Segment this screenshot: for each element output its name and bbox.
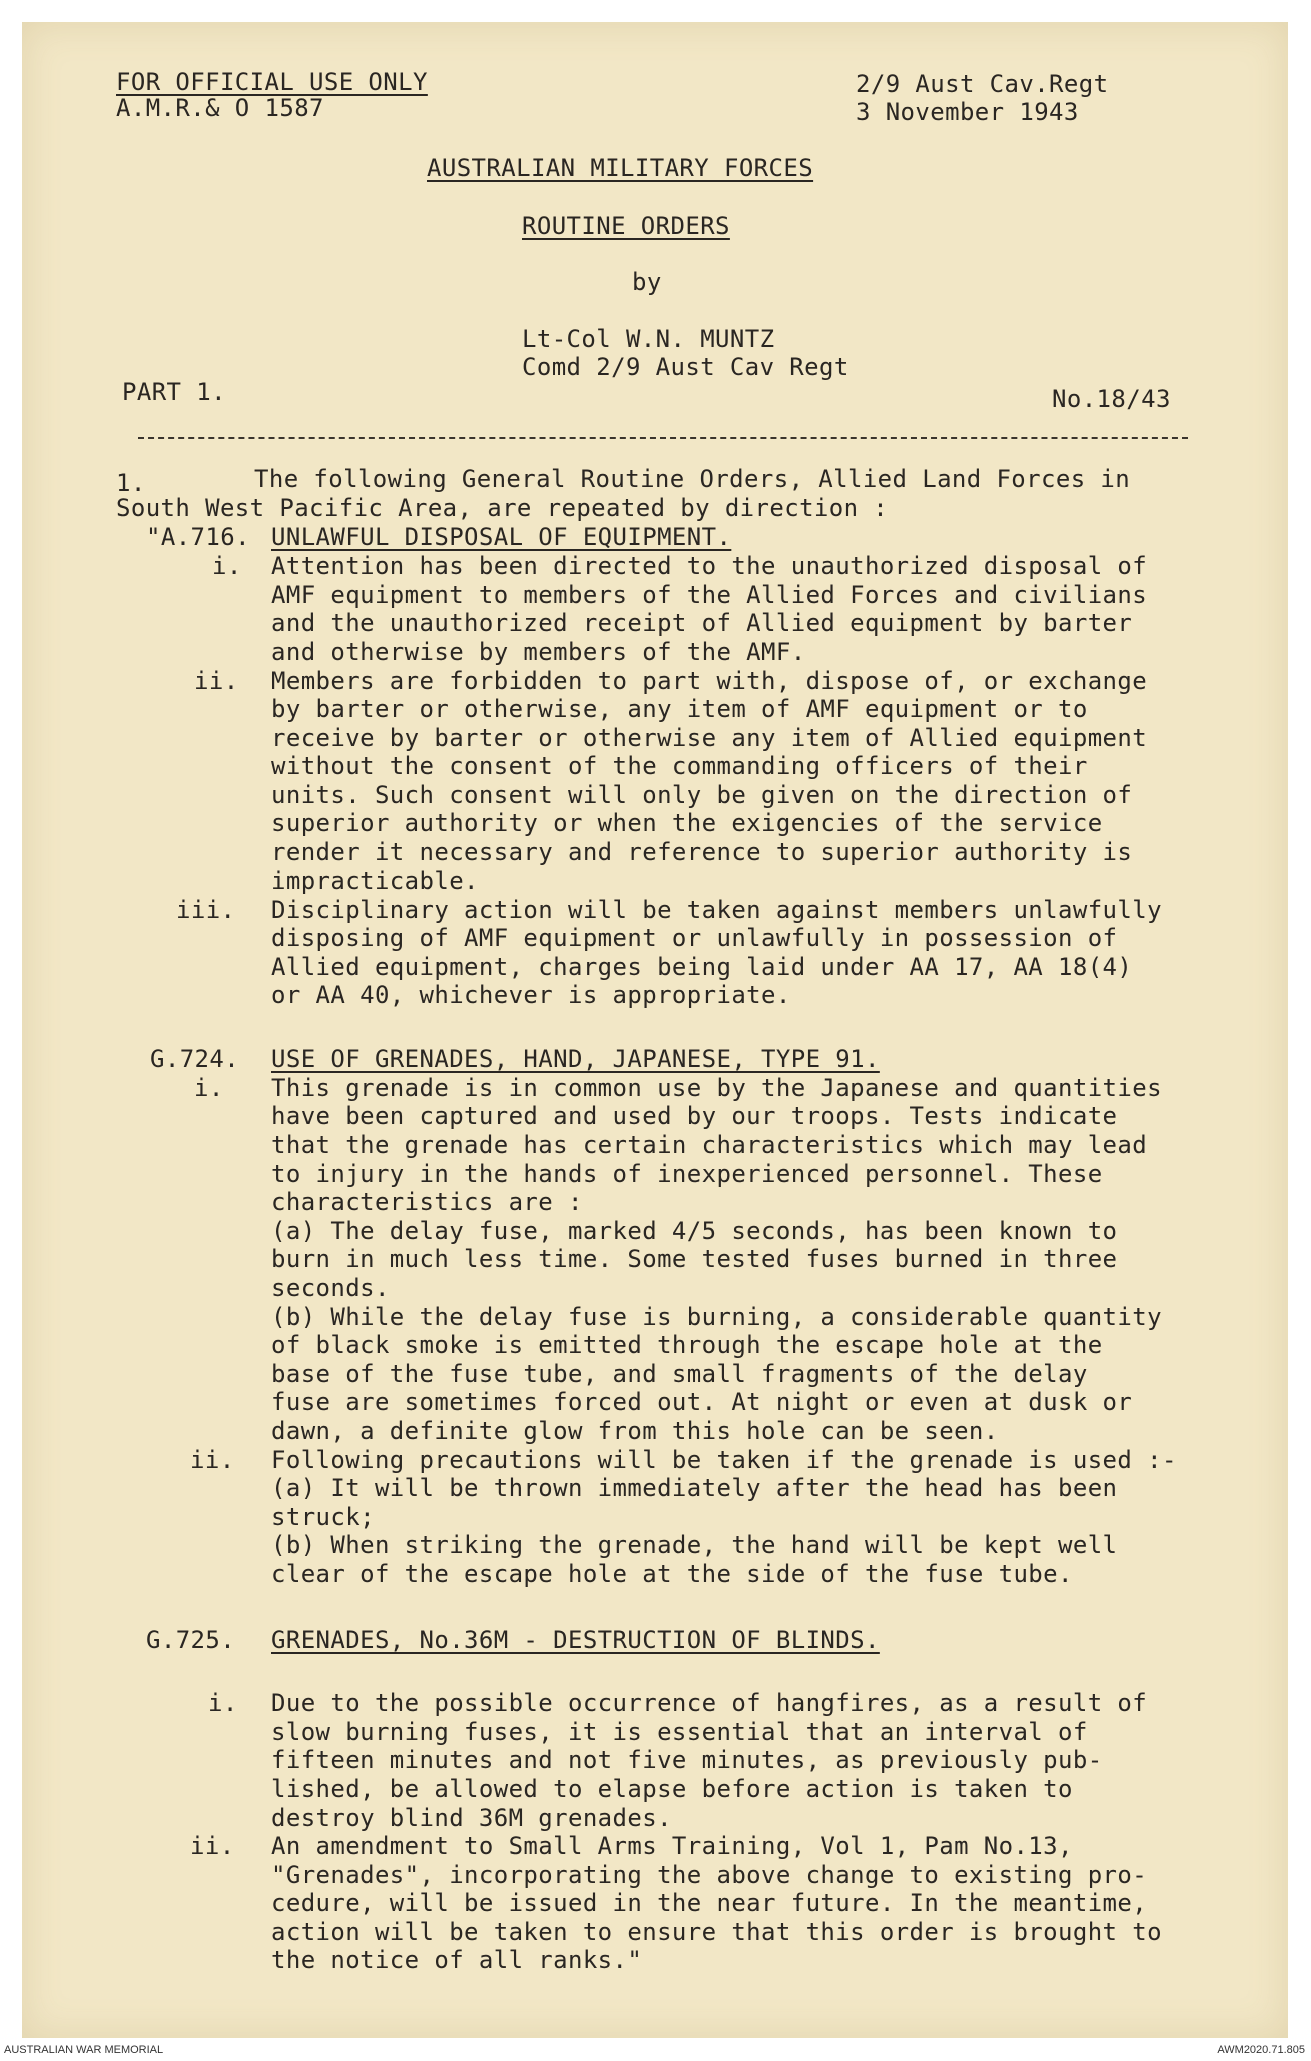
body-line: render it necessary and reference to superior authority is bbox=[271, 838, 1133, 866]
title-by: by bbox=[632, 268, 662, 296]
accession-number: AWM2020.71.805 bbox=[1217, 2044, 1305, 2056]
section-heading: USE OF GRENADES, HAND, JAPANESE, TYPE 91. bbox=[271, 1045, 880, 1073]
body-line: base of the fuse tube, and small fragments of the delay bbox=[271, 1360, 1088, 1388]
body-line: burn in much less time. Some tested fuses burned in three bbox=[271, 1245, 1118, 1273]
body-line: or AA 40, whichever is appropriate. bbox=[271, 981, 791, 1009]
document-page bbox=[22, 22, 1288, 2038]
body-line: (a) It will be thrown immediately after the head has been bbox=[271, 1474, 1118, 1502]
body-line: impracticable. bbox=[271, 867, 479, 895]
intro-line: South West Pacific Area, are repeated by direction : bbox=[116, 494, 889, 522]
intro-line: The following General Routine Orders, Allied Land Forces in bbox=[254, 465, 1131, 493]
section-code: "A.716. bbox=[146, 523, 250, 551]
body-line: characteristics are : bbox=[271, 1188, 583, 1216]
document-title: AUSTRALIAN MILITARY FORCES bbox=[427, 154, 814, 182]
body-line: that the grenade has certain characteristics which may lead bbox=[271, 1131, 1148, 1159]
body-line: Disciplinary action will be taken against members unlawfully bbox=[271, 896, 1162, 924]
body-line: by barter or otherwise, any item of AMF equipment or to bbox=[271, 695, 1088, 723]
body-line: (a) The delay fuse, marked 4/5 seconds, has been known to bbox=[271, 1217, 1118, 1245]
body-line: AMF equipment to members of the Allied Forces and civilians bbox=[271, 581, 1148, 609]
body-line: (b) When striking the grenade, the hand will be kept well bbox=[271, 1531, 1118, 1559]
body-line: fuse are sometimes forced out. At night or even at dusk or bbox=[271, 1388, 1133, 1416]
body-line: superior authority or when the exigencies of the service bbox=[271, 809, 1103, 837]
body-line: Attention has been directed to the unauthorized disposal of bbox=[271, 552, 1148, 580]
body-line: destroy blind 36M grenades. bbox=[271, 1804, 672, 1832]
item-number: ii. bbox=[190, 1446, 235, 1474]
item-number: ii. bbox=[194, 667, 239, 695]
body-line: An amendment to Small Arms Training, Vol 1, Pam No.13, bbox=[271, 1832, 1073, 1860]
body-line: "Grenades", incorporating the above change to existing pro- bbox=[271, 1861, 1148, 1889]
body-line: clear of the escape hole at the side of the fuse tube. bbox=[271, 1560, 1073, 1588]
body-line: Due to the possible occurrence of hangfires, as a result of bbox=[271, 1689, 1148, 1717]
body-line: struck; bbox=[271, 1503, 375, 1531]
body-line: without the consent of the commanding officers of their bbox=[271, 752, 1088, 780]
commander-name: Lt-Col W.N. MUNTZ bbox=[522, 325, 775, 353]
body-line: Members are forbidden to part with, dispose of, or exchange bbox=[271, 667, 1148, 695]
section-heading: UNLAWFUL DISPOSAL OF EQUIPMENT. bbox=[271, 523, 732, 551]
order-number: No.18/43 bbox=[1052, 385, 1171, 413]
item-number: ii. bbox=[190, 1832, 235, 1860]
body-line: and the unauthorized receipt of Allied equipment by barter bbox=[271, 609, 1133, 637]
unit-name: 2/9 Aust Cav.Regt bbox=[856, 70, 1109, 98]
body-line: receive by barter or otherwise any item of Allied equipment bbox=[271, 724, 1148, 752]
archive-credit: AUSTRALIAN WAR MEMORIAL bbox=[4, 2044, 164, 2056]
body-line: Following precautions will be taken if the grenade is used :- bbox=[271, 1446, 1177, 1474]
section-code: G.725. bbox=[146, 1626, 236, 1654]
item-number: i. bbox=[208, 1689, 238, 1717]
document-subtitle: ROUTINE ORDERS bbox=[522, 212, 730, 240]
order-date: 3 November 1943 bbox=[856, 98, 1079, 126]
item-number: iii. bbox=[176, 896, 236, 924]
body-line: to injury in the hands of inexperienced personnel. These bbox=[271, 1160, 1103, 1188]
body-line: slow burning fuses, it is essential that an interval of bbox=[271, 1718, 1088, 1746]
body-line: action will be taken to ensure that this order is brought to bbox=[271, 1918, 1162, 1946]
body-line: Allied equipment, charges being laid under AA 17, AA 18(4) bbox=[271, 953, 1133, 981]
commander-unit: Comd 2/9 Aust Cav Regt bbox=[522, 353, 849, 381]
classification-label: FOR OFFICIAL USE ONLY bbox=[116, 68, 428, 96]
body-line: and otherwise by members of the AMF. bbox=[271, 638, 806, 666]
body-line: cedure, will be issued in the near future. In the meantime, bbox=[271, 1889, 1148, 1917]
body-line: units. Such consent will only be given on the direction of bbox=[271, 781, 1133, 809]
body-line: lished, be allowed to elapse before action is taken to bbox=[271, 1775, 1073, 1803]
reference-number: A.M.R.& O 1587 bbox=[116, 94, 324, 122]
body-line: have been captured and used by our troops. Tests indicate bbox=[271, 1102, 1118, 1130]
body-line: disposing of AMF equipment or unlawfully in possession of bbox=[271, 924, 1118, 952]
body-line: the notice of all ranks." bbox=[271, 1946, 643, 1974]
body-line: of black smoke is emitted through the escape hole at the bbox=[271, 1331, 1103, 1359]
body-line: (b) While the delay fuse is burning, a considerable quantity bbox=[271, 1303, 1162, 1331]
body-line: fifteen minutes and not five minutes, as previously pub- bbox=[271, 1746, 1103, 1774]
separator-rule bbox=[138, 437, 1188, 439]
body-line: This grenade is in common use by the Japanese and quantities bbox=[271, 1074, 1162, 1102]
item-number: i. bbox=[212, 552, 242, 580]
section-code: G.724. bbox=[150, 1045, 240, 1073]
body-line: dawn, a definite glow from this hole can be seen. bbox=[271, 1417, 999, 1445]
item-number: i. bbox=[194, 1074, 224, 1102]
body-line: seconds. bbox=[271, 1274, 390, 1302]
paragraph-number: 1. bbox=[116, 469, 146, 497]
part-label: PART 1. bbox=[122, 378, 226, 406]
section-heading: GRENADES, No.36M - DESTRUCTION OF BLINDS. bbox=[271, 1626, 880, 1654]
